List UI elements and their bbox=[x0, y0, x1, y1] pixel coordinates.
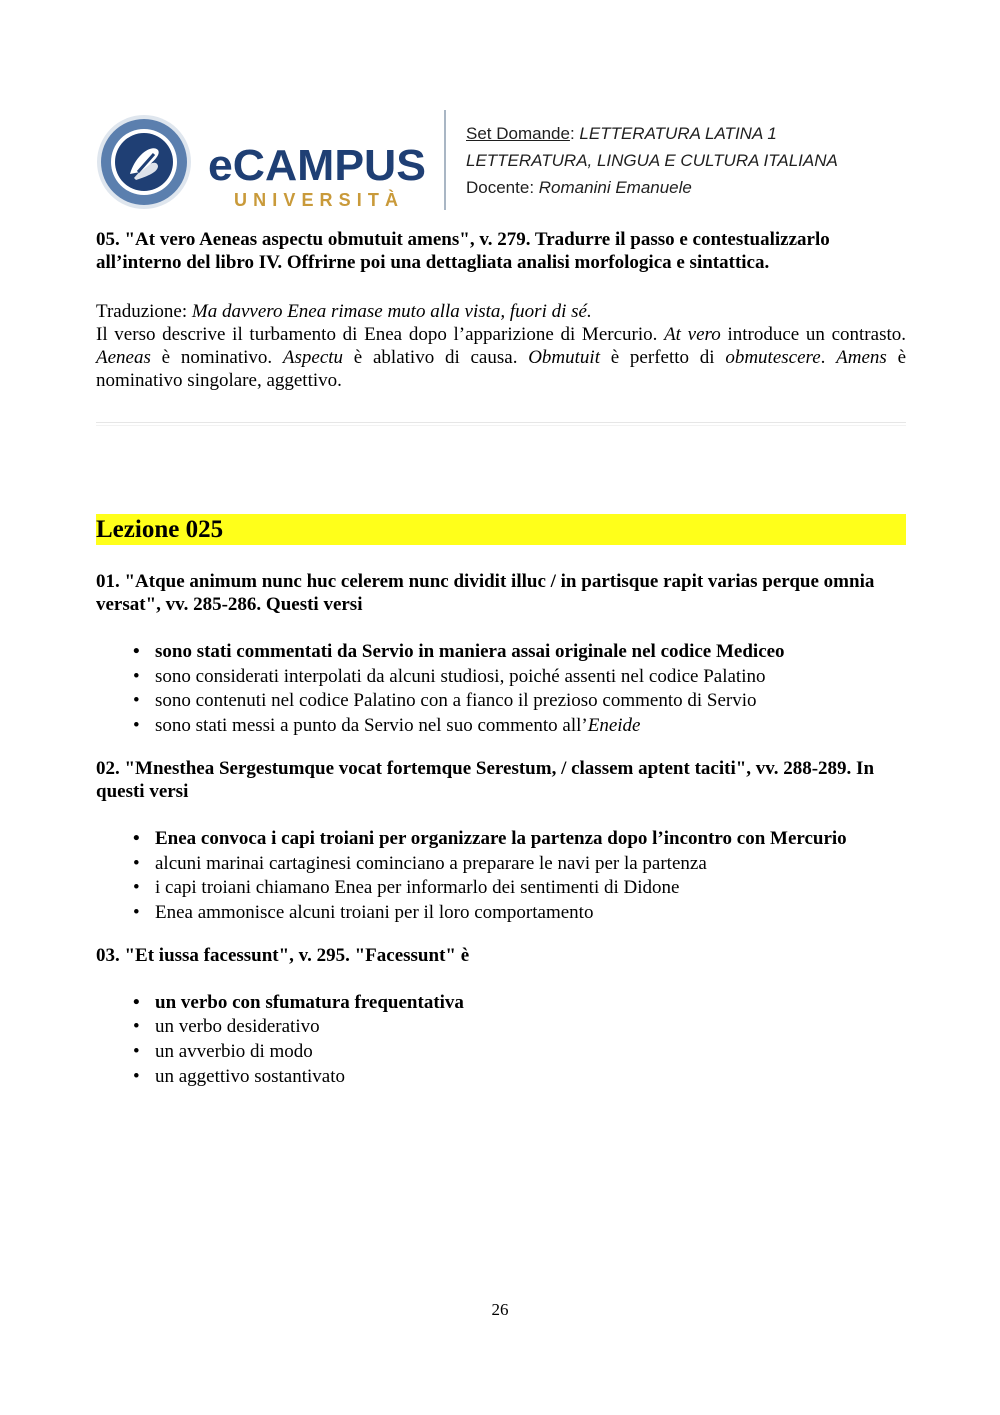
logo-subtitle-text: UNIVERSITÀ bbox=[234, 190, 398, 210]
option-text: sono contenuti nel codice Palatino con a fianco il prezioso commento di Servio bbox=[155, 690, 757, 712]
option-text: sono stati commentati da Servio in maniera assai originale nel codice Mediceo bbox=[155, 641, 785, 662]
analysis-segment: è ablativo di causa. bbox=[343, 347, 529, 368]
correct-answer-option bbox=[155, 991, 906, 1016]
latin-term: At vero bbox=[664, 324, 721, 345]
answer-block bbox=[96, 300, 906, 392]
answer-options bbox=[96, 991, 906, 1090]
previous-question bbox=[96, 228, 906, 426]
analysis-segment: è nominativo singolare, aggettivo. bbox=[96, 347, 907, 391]
docente-value: Romanini Emanuele bbox=[538, 178, 692, 197]
question-title: 03. "Et iussa facessunt", v. 295. "Facessunt" è bbox=[96, 944, 470, 966]
correct-answer-option bbox=[155, 827, 906, 852]
option-text: i capi troiani chiamano Enea per informarlo dei sentimenti di Didone bbox=[155, 877, 680, 899]
correct-answer-option bbox=[155, 640, 906, 665]
answer-option bbox=[155, 1015, 906, 1040]
university-seal-logo bbox=[96, 114, 192, 210]
option-italic-title: Eneide bbox=[587, 715, 641, 737]
docente-line: Docente: Romanini Emanuele bbox=[466, 178, 692, 197]
course-info bbox=[466, 120, 838, 201]
answer-option bbox=[155, 1040, 906, 1065]
option-text: alcuni marinai cartaginesi cominciano a preparare le navi per la partenza bbox=[155, 852, 707, 874]
option-text: un verbo desiderativo bbox=[155, 1016, 320, 1038]
question-list bbox=[96, 570, 906, 1107]
answer-option bbox=[155, 876, 906, 901]
option-text: Enea ammonisce alcuni troiani per il loro comportamento bbox=[155, 901, 594, 923]
quiz-question bbox=[96, 757, 906, 926]
analysis-text bbox=[96, 323, 906, 392]
header-divider bbox=[444, 110, 446, 210]
ecampus-wordmark-logo bbox=[208, 136, 430, 216]
set-line: Set Domande: LETTERATURA LATINA 1 bbox=[466, 124, 777, 143]
quiz-question bbox=[96, 570, 906, 739]
analysis-segment: è perfetto di bbox=[599, 347, 726, 368]
question-title: 02. "Mnesthea Sergestumque vocat fortemque Serestum, / classem aptent taciti", vv. 288-289. In questi versi bbox=[96, 757, 875, 802]
latin-term: Aspectu bbox=[282, 347, 344, 368]
set-label: Set Domande bbox=[466, 124, 570, 143]
analysis-segment: è nominativo. bbox=[150, 347, 283, 368]
latin-term: Amens bbox=[836, 347, 887, 368]
page-header bbox=[96, 110, 916, 215]
translation-label: Traduzione: bbox=[96, 301, 192, 322]
answer-option bbox=[155, 852, 906, 877]
analysis-segment: introduce un contrasto. bbox=[720, 324, 906, 345]
analysis-segment: . bbox=[820, 347, 837, 368]
option-text: sono stati messi a punto da Servio nel suo commento all’ bbox=[155, 715, 588, 737]
section-divider bbox=[96, 422, 906, 426]
question-title: 05. "At vero Aeneas aspectu obmutuit amens", v. 279. Tradurre il passo e contestualizzarlo all’interno del libro IV. Offrirne poi una dettagliata analisi morfologica e sintattica. bbox=[96, 229, 830, 273]
set-value: LETTERATURA LATINA 1 bbox=[579, 124, 777, 143]
answer-option bbox=[155, 665, 906, 690]
answer-options bbox=[96, 640, 906, 739]
latin-term: Aeneas bbox=[96, 347, 151, 368]
option-text: un verbo con sfumatura frequentativa bbox=[155, 991, 464, 1013]
question-title: 01. "Atque animum nunc huc celerem nunc dividit illuc / in partisque rapit varias perque omnia versat", vv. 285-286. Questi versi bbox=[96, 571, 875, 615]
answer-option bbox=[155, 714, 906, 739]
translation bbox=[96, 300, 906, 323]
set-value-2: LETTERATURA, LINGUA E CULTURA ITALIANA bbox=[466, 151, 838, 170]
option-text: un aggettivo sostantivato bbox=[155, 1065, 345, 1087]
answer-option bbox=[155, 901, 906, 926]
latin-term: Obmutuit bbox=[528, 347, 600, 368]
logo-wordmark-text: eCAMPUS bbox=[208, 141, 426, 190]
answer-options bbox=[96, 827, 906, 926]
option-text: Enea convoca i capi troiani per organizzare la partenza dopo l’incontro con Mercurio bbox=[155, 827, 847, 849]
latin-term: obmutescere bbox=[725, 347, 821, 368]
lesson-heading: Lezione 025 bbox=[96, 514, 906, 545]
answer-option bbox=[155, 689, 906, 714]
option-text: un avverbio di modo bbox=[155, 1041, 313, 1063]
translation-text: Ma davvero Enea rimase muto alla vista, fuori di sé. bbox=[191, 301, 592, 322]
page-number: 26 bbox=[491, 1300, 509, 1319]
option-text: sono considerati interpolati da alcuni studiosi, poiché assenti nel codice Palatino bbox=[155, 665, 766, 687]
analysis-segment: Il verso descrive il turbamento di Enea dopo l’apparizione di Mercurio. bbox=[96, 324, 665, 345]
answer-option bbox=[155, 1065, 906, 1090]
quiz-question bbox=[96, 944, 906, 1090]
docente-label: Docente bbox=[466, 178, 530, 197]
